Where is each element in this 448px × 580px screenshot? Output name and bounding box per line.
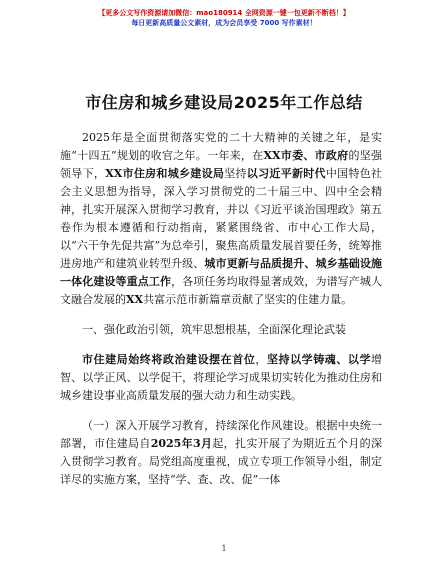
bold-text-run: XX [126, 293, 144, 306]
text-run: （一）深入开展学习教育，持续深化作风建设。根据中央统一部署，市住建局自 [60, 419, 382, 450]
text-run: ， [255, 353, 267, 366]
bold-text-run: 坚持以学铸魂、以学 [266, 353, 372, 366]
text-run: 的坚强领导下， [60, 149, 383, 180]
bold-text-run: 以习近平新时代 [246, 167, 326, 180]
promo-banner-line-2: 每日更新高质量公文素材，成为会员享受 7000 写作素材！ [131, 19, 317, 27]
bold-text-run: XX市委、市政府 [263, 149, 349, 162]
text-run: 2025年是全面贯彻落实党的二十大精神的关键之年，是实施“十四五”规划的收官之年。一年来，在 [60, 131, 382, 162]
section-heading-1 [60, 321, 382, 339]
promo-banner-line-1: 【更多公文写作资源请加微信：mao180914 全网资源一键一包更新不断档！】 [98, 9, 350, 17]
promo-banner [0, 8, 448, 28]
text-run: 坚持 [224, 167, 247, 180]
document-title: 市住房和城乡建设局2025年工作总结 [85, 93, 363, 112]
text-run: ，各项任务均取得显著成效，为谱写产城人文融合发展的 [60, 275, 383, 306]
text-run: 起，扎实开展了为期近五个月的深入贯彻学习教育。局党组高度重视，成立专项工作领导小组，制定详尽的实施方案，坚持“学、查、改、促”一体 [60, 437, 383, 486]
text-run: 一、强化政治引领，筑牢思想根基，全面深化理论武装 [82, 323, 346, 336]
bold-text-run: 2025年3月 [150, 437, 213, 450]
document-body [60, 129, 382, 489]
paragraph-intro [60, 129, 382, 309]
text-run: 增智、以学正风、以学促干，将理论学习成果切实转化为推动住房和城乡建设事业高质量发展的强大动力和生动实践。 [60, 353, 383, 402]
text-run: 中国特色社会主义思想为指导，深入学习贯彻党的二十届三中、四中全会精神，扎实开展深入贯彻学习教育，并以《习近平谈治国理政》第五卷作为根本遵循和行动指南，紧紧围绕省、市中心工作大局，以“六干争先促共富”为总牵引，聚焦高质量发展首要任务，统筹推进房地产和建筑业转型升级、 [60, 167, 383, 270]
bold-text-run: 城市更新与品质提升、城乡基础设施一体化建设等重点工作 [60, 257, 383, 288]
page-number: 1 [221, 544, 227, 553]
text-run: 共富示范市新篇章贡献了坚实的住建力量。 [143, 293, 353, 306]
paragraph-section-1 [60, 351, 382, 405]
bold-text-run: XX市住房和城乡建设局 [105, 167, 225, 180]
paragraph-subsection-1 [60, 417, 382, 489]
bold-text-run: 市住建局始终将政治建设摆在首位 [82, 353, 256, 366]
